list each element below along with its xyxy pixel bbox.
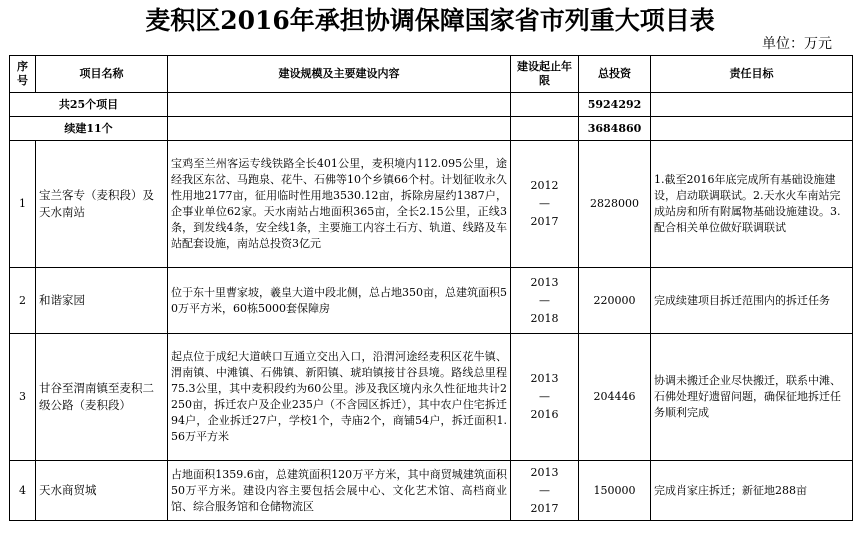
table-row bbox=[10, 461, 853, 521]
summary-total-label: 共25个项目 bbox=[10, 93, 168, 117]
row-seq: 3 bbox=[10, 334, 36, 461]
empty-cell bbox=[511, 117, 579, 141]
summary-continued-investment: 3684860 bbox=[579, 117, 651, 141]
table-row bbox=[10, 141, 853, 268]
row-seq: 1 bbox=[10, 141, 36, 268]
header-seq: 序号 bbox=[10, 56, 36, 93]
table-row bbox=[10, 268, 853, 334]
period-end: 2017 bbox=[530, 501, 559, 515]
header-target: 责任目标 bbox=[651, 56, 853, 93]
row-content: 位于东十里曹家坡，羲皇大道中段北侧，总占地350亩，总建筑面积50万平方米，60栋5000套保障房 bbox=[168, 268, 511, 334]
row-investment: 2828000 bbox=[579, 141, 651, 268]
period-end: 2018 bbox=[530, 311, 559, 325]
row-investment: 220000 bbox=[579, 268, 651, 334]
empty-cell bbox=[511, 93, 579, 117]
period-start: 2013 bbox=[530, 275, 559, 289]
period-end: 2016 bbox=[530, 408, 559, 421]
row-name: 和谐家园 bbox=[36, 268, 168, 334]
row-period bbox=[511, 268, 579, 334]
summary-continued-row bbox=[10, 117, 853, 141]
header-period: 建设起止年限 bbox=[511, 56, 579, 93]
empty-cell bbox=[651, 93, 853, 117]
row-name: 甘谷至渭南镇至麦积二级公路（麦积段） bbox=[36, 334, 168, 461]
row-investment: 150000 bbox=[579, 461, 651, 521]
row-target: 协调未搬迁企业尽快搬迁，联系中滩、石佛处理好遗留问题，确保征地拆迁任务顺利完成 bbox=[651, 334, 853, 461]
row-name: 宝兰客专（麦积段）及天水南站 bbox=[36, 141, 168, 268]
header-name: 项目名称 bbox=[36, 56, 168, 93]
project-table bbox=[9, 55, 853, 521]
row-content: 起点位于成纪大道峡口互通立交出入口，沿渭河途经麦积区花牛镇、渭南镇、中滩镇、石佛镇、新阳镇、琥珀镇接甘谷县境。路线总里程75.3公里，其中麦积段约为60公里。涉及我区境内永久性征地共计2250亩，拆迁农户及企业235户（不含园区拆迁），其中农户住宅拆迁94户，企业拆迁27户，学校1个，寺庙2个，商铺54户，拆迁面积1.56万平方米 bbox=[168, 334, 511, 461]
empty-cell bbox=[168, 93, 511, 117]
table-row bbox=[10, 334, 853, 461]
period-start: 2012 bbox=[530, 179, 559, 192]
header-content: 建设规模及主要建设内容 bbox=[168, 56, 511, 93]
row-seq: 2 bbox=[10, 268, 36, 334]
row-seq: 4 bbox=[10, 461, 36, 521]
header-investment: 总投资 bbox=[579, 56, 651, 93]
summary-total-investment: 5924292 bbox=[579, 93, 651, 117]
row-period bbox=[511, 461, 579, 521]
period-dash: — bbox=[539, 390, 550, 403]
table-header-row bbox=[10, 56, 853, 93]
period-end: 2017 bbox=[530, 215, 559, 228]
page-title: 麦积区2016年承担协调保障国家省市列重大项目表 bbox=[145, 6, 715, 35]
row-content: 宝鸡至兰州客运专线铁路全长401公里，麦积境内112.095公里，途经我区东岔、马跑泉、花牛、石佛等10个乡镇66个村。计划征收永久性用地2177亩，征用临时性用地3530.12亩，拆除房屋约1387户，企事业单位62家。天水南站占地面积365亩，全长2.15公里，正线3条，到发线4条，安全线1条，主要施工内容土石方、轨道、线路及车站配套设施，南站总投资3亿元 bbox=[168, 141, 511, 268]
row-period bbox=[511, 141, 579, 268]
period-dash: — bbox=[539, 293, 550, 307]
row-investment: 204446 bbox=[579, 334, 651, 461]
period-dash: — bbox=[539, 197, 550, 210]
row-content: 占地面积1359.6亩，总建筑面积120万平方米，其中商贸城建筑面积50万平方米。建设内容主要包括会展中心、文化艺术馆、高档商业馆、综合服务馆和仓储物流区 bbox=[168, 461, 511, 521]
empty-cell bbox=[651, 117, 853, 141]
period-dash: — bbox=[539, 483, 550, 497]
summary-continued-label: 续建11个 bbox=[10, 117, 168, 141]
row-period bbox=[511, 334, 579, 461]
summary-total-row bbox=[10, 93, 853, 117]
unit-label: 单位：万元 bbox=[762, 36, 832, 52]
row-target: 1.截至2016年底完成所有基础设施建设，启动联调联试。2.天水火车南站完成站房和所有附属物基础设施建设。3.配合相关单位做好联调联试 bbox=[651, 141, 853, 268]
row-target: 完成续建项目拆迁范围内的拆迁任务 bbox=[651, 268, 853, 334]
row-name: 天水商贸城 bbox=[36, 461, 168, 521]
period-start: 2013 bbox=[530, 372, 559, 385]
row-target: 完成肖家庄拆迁；新征地288亩 bbox=[651, 461, 853, 521]
empty-cell bbox=[168, 117, 511, 141]
period-start: 2013 bbox=[530, 465, 559, 479]
